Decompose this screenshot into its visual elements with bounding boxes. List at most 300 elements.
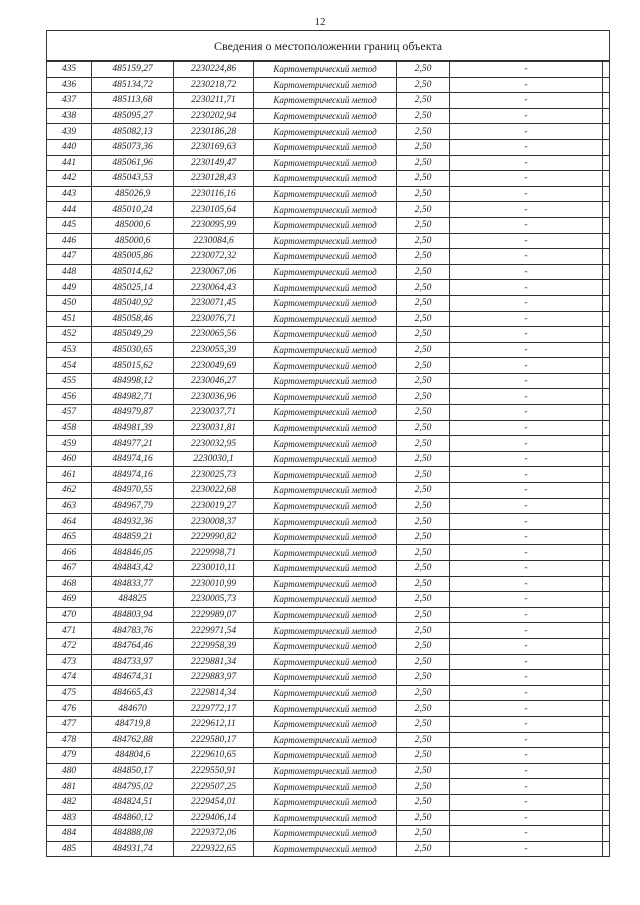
y-coordinate-cell: 2229406,14 bbox=[174, 810, 254, 826]
y-coordinate-cell: 2230224,86 bbox=[174, 61, 254, 77]
method-cell: Картометрический метод bbox=[254, 342, 397, 358]
description-cell bbox=[603, 77, 610, 93]
table-title: Сведения о местоположении границ объекта bbox=[47, 31, 610, 62]
note-cell: - bbox=[450, 264, 603, 280]
description-cell bbox=[603, 124, 610, 140]
table-row bbox=[47, 311, 610, 327]
accuracy-cell: 2,50 bbox=[397, 607, 450, 623]
x-coordinate-cell: 484762,88 bbox=[92, 732, 174, 748]
table-row bbox=[47, 841, 610, 857]
point-number-cell: 462 bbox=[47, 483, 92, 499]
accuracy-cell: 2,50 bbox=[397, 561, 450, 577]
description-cell bbox=[603, 139, 610, 155]
method-cell: Картометрический метод bbox=[254, 295, 397, 311]
method-cell: Картометрический метод bbox=[254, 670, 397, 686]
accuracy-cell: 2,50 bbox=[397, 108, 450, 124]
accuracy-cell: 2,50 bbox=[397, 420, 450, 436]
point-number-cell: 458 bbox=[47, 420, 92, 436]
point-number-cell: 435 bbox=[47, 61, 92, 77]
x-coordinate-cell: 484803,94 bbox=[92, 607, 174, 623]
point-number-cell: 438 bbox=[47, 108, 92, 124]
x-coordinate-cell: 485058,46 bbox=[92, 311, 174, 327]
y-coordinate-cell: 2230149,47 bbox=[174, 155, 254, 171]
accuracy-cell: 2,50 bbox=[397, 61, 450, 77]
x-coordinate-cell: 484764,46 bbox=[92, 638, 174, 654]
x-coordinate-cell: 484998,12 bbox=[92, 373, 174, 389]
y-coordinate-cell: 2229612,11 bbox=[174, 716, 254, 732]
y-coordinate-cell: 2229610,65 bbox=[174, 748, 254, 764]
method-cell: Картометрический метод bbox=[254, 233, 397, 249]
method-cell: Картометрический метод bbox=[254, 171, 397, 187]
method-cell: Картометрический метод bbox=[254, 623, 397, 639]
point-number-cell: 464 bbox=[47, 514, 92, 530]
note-cell: - bbox=[450, 483, 603, 499]
y-coordinate-cell: 2229990,82 bbox=[174, 529, 254, 545]
note-cell: - bbox=[450, 841, 603, 857]
accuracy-cell: 2,50 bbox=[397, 748, 450, 764]
x-coordinate-cell: 485000,6 bbox=[92, 233, 174, 249]
accuracy-cell: 2,50 bbox=[397, 451, 450, 467]
point-number-cell: 454 bbox=[47, 358, 92, 374]
method-cell: Картометрический метод bbox=[254, 810, 397, 826]
accuracy-cell: 2,50 bbox=[397, 358, 450, 374]
table-row bbox=[47, 748, 610, 764]
note-cell: - bbox=[450, 748, 603, 764]
x-coordinate-cell: 484783,76 bbox=[92, 623, 174, 639]
description-cell bbox=[603, 186, 610, 202]
description-cell bbox=[603, 576, 610, 592]
description-cell bbox=[603, 607, 610, 623]
point-number-cell: 443 bbox=[47, 186, 92, 202]
note-cell: - bbox=[450, 108, 603, 124]
point-number-cell: 444 bbox=[47, 202, 92, 218]
method-cell: Картометрический метод bbox=[254, 467, 397, 483]
accuracy-cell: 2,50 bbox=[397, 389, 450, 405]
table-row bbox=[47, 498, 610, 514]
table-row bbox=[47, 607, 610, 623]
method-cell: Картометрический метод bbox=[254, 514, 397, 530]
method-cell: Картометрический метод bbox=[254, 139, 397, 155]
y-coordinate-cell: 2229507,25 bbox=[174, 779, 254, 795]
accuracy-cell: 2,50 bbox=[397, 217, 450, 233]
table-row bbox=[47, 342, 610, 358]
note-cell: - bbox=[450, 405, 603, 421]
y-coordinate-cell: 2230128,43 bbox=[174, 171, 254, 187]
accuracy-cell: 2,50 bbox=[397, 545, 450, 561]
note-cell: - bbox=[450, 670, 603, 686]
point-number-cell: 476 bbox=[47, 701, 92, 717]
x-coordinate-cell: 484795,02 bbox=[92, 779, 174, 795]
table-row bbox=[47, 467, 610, 483]
table-title-row bbox=[47, 31, 610, 62]
method-cell: Картометрический метод bbox=[254, 436, 397, 452]
table-row bbox=[47, 405, 610, 421]
accuracy-cell: 2,50 bbox=[397, 638, 450, 654]
description-cell bbox=[603, 61, 610, 77]
point-number-cell: 485 bbox=[47, 841, 92, 857]
accuracy-cell: 2,50 bbox=[397, 280, 450, 296]
note-cell: - bbox=[450, 592, 603, 608]
y-coordinate-cell: 2230030,1 bbox=[174, 451, 254, 467]
table-row bbox=[47, 77, 610, 93]
description-cell bbox=[603, 561, 610, 577]
y-coordinate-cell: 2230010,99 bbox=[174, 576, 254, 592]
method-cell: Картометрический метод bbox=[254, 405, 397, 421]
y-coordinate-cell: 2230218,72 bbox=[174, 77, 254, 93]
y-coordinate-cell: 2230169,63 bbox=[174, 139, 254, 155]
x-coordinate-cell: 484979,87 bbox=[92, 405, 174, 421]
x-coordinate-cell: 484982,71 bbox=[92, 389, 174, 405]
y-coordinate-cell: 2229580,17 bbox=[174, 732, 254, 748]
point-number-cell: 463 bbox=[47, 498, 92, 514]
method-cell: Картометрический метод bbox=[254, 249, 397, 265]
note-cell: - bbox=[450, 280, 603, 296]
y-coordinate-cell: 2230032,95 bbox=[174, 436, 254, 452]
x-coordinate-cell: 484970,55 bbox=[92, 483, 174, 499]
description-cell bbox=[603, 545, 610, 561]
table-row bbox=[47, 779, 610, 795]
accuracy-cell: 2,50 bbox=[397, 93, 450, 109]
accuracy-cell: 2,50 bbox=[397, 264, 450, 280]
point-number-cell: 459 bbox=[47, 436, 92, 452]
description-cell bbox=[603, 389, 610, 405]
method-cell: Картометрический метод bbox=[254, 701, 397, 717]
table-row bbox=[47, 826, 610, 842]
point-number-cell: 461 bbox=[47, 467, 92, 483]
note-cell: - bbox=[450, 545, 603, 561]
table-row bbox=[47, 327, 610, 343]
description-cell bbox=[603, 171, 610, 187]
note-cell: - bbox=[450, 77, 603, 93]
point-number-cell: 481 bbox=[47, 779, 92, 795]
point-number-cell: 477 bbox=[47, 716, 92, 732]
description-cell bbox=[603, 405, 610, 421]
description-cell bbox=[603, 467, 610, 483]
accuracy-cell: 2,50 bbox=[397, 342, 450, 358]
note-cell: - bbox=[450, 155, 603, 171]
x-coordinate-cell: 484974,16 bbox=[92, 467, 174, 483]
table-row bbox=[47, 561, 610, 577]
method-cell: Картометрический метод bbox=[254, 763, 397, 779]
note-cell: - bbox=[450, 732, 603, 748]
accuracy-cell: 2,50 bbox=[397, 77, 450, 93]
y-coordinate-cell: 2230049,69 bbox=[174, 358, 254, 374]
note-cell: - bbox=[450, 389, 603, 405]
x-coordinate-cell: 485040,92 bbox=[92, 295, 174, 311]
note-cell: - bbox=[450, 716, 603, 732]
note-cell: - bbox=[450, 467, 603, 483]
x-coordinate-cell: 485000,6 bbox=[92, 217, 174, 233]
point-number-cell: 446 bbox=[47, 233, 92, 249]
y-coordinate-cell: 2230064,43 bbox=[174, 280, 254, 296]
table-row bbox=[47, 280, 610, 296]
table-row bbox=[47, 701, 610, 717]
point-number-cell: 449 bbox=[47, 280, 92, 296]
y-coordinate-cell: 2229998,71 bbox=[174, 545, 254, 561]
description-cell bbox=[603, 779, 610, 795]
description-cell bbox=[603, 826, 610, 842]
method-cell: Картометрический метод bbox=[254, 638, 397, 654]
point-number-cell: 450 bbox=[47, 295, 92, 311]
accuracy-cell: 2,50 bbox=[397, 155, 450, 171]
y-coordinate-cell: 2229454,01 bbox=[174, 794, 254, 810]
description-cell bbox=[603, 311, 610, 327]
x-coordinate-cell: 485049,29 bbox=[92, 327, 174, 343]
accuracy-cell: 2,50 bbox=[397, 467, 450, 483]
y-coordinate-cell: 2230105,64 bbox=[174, 202, 254, 218]
x-coordinate-cell: 484674,31 bbox=[92, 670, 174, 686]
note-cell: - bbox=[450, 826, 603, 842]
description-cell bbox=[603, 654, 610, 670]
x-coordinate-cell: 484719,8 bbox=[92, 716, 174, 732]
x-coordinate-cell: 484967,79 bbox=[92, 498, 174, 514]
point-number-cell: 456 bbox=[47, 389, 92, 405]
table-row bbox=[47, 249, 610, 265]
y-coordinate-cell: 2229772,17 bbox=[174, 701, 254, 717]
description-cell bbox=[603, 295, 610, 311]
table-row bbox=[47, 685, 610, 701]
x-coordinate-cell: 485005,86 bbox=[92, 249, 174, 265]
table-row bbox=[47, 373, 610, 389]
table-row bbox=[47, 514, 610, 530]
note-cell: - bbox=[450, 373, 603, 389]
table-row bbox=[47, 264, 610, 280]
note-cell: - bbox=[450, 186, 603, 202]
accuracy-cell: 2,50 bbox=[397, 576, 450, 592]
accuracy-cell: 2,50 bbox=[397, 592, 450, 608]
y-coordinate-cell: 2229989,07 bbox=[174, 607, 254, 623]
point-number-cell: 484 bbox=[47, 826, 92, 842]
method-cell: Картометрический метод bbox=[254, 826, 397, 842]
y-coordinate-cell: 2230116,16 bbox=[174, 186, 254, 202]
x-coordinate-cell: 485015,62 bbox=[92, 358, 174, 374]
point-number-cell: 442 bbox=[47, 171, 92, 187]
description-cell bbox=[603, 716, 610, 732]
note-cell: - bbox=[450, 202, 603, 218]
accuracy-cell: 2,50 bbox=[397, 327, 450, 343]
accuracy-cell: 2,50 bbox=[397, 124, 450, 140]
point-number-cell: 465 bbox=[47, 529, 92, 545]
description-cell bbox=[603, 670, 610, 686]
description-cell bbox=[603, 638, 610, 654]
point-number-cell: 483 bbox=[47, 810, 92, 826]
description-cell bbox=[603, 841, 610, 857]
table-row bbox=[47, 592, 610, 608]
method-cell: Картометрический метод bbox=[254, 108, 397, 124]
y-coordinate-cell: 2230025,73 bbox=[174, 467, 254, 483]
method-cell: Картометрический метод bbox=[254, 498, 397, 514]
note-cell: - bbox=[450, 607, 603, 623]
accuracy-cell: 2,50 bbox=[397, 295, 450, 311]
x-coordinate-cell: 485082,13 bbox=[92, 124, 174, 140]
x-coordinate-cell: 485159,27 bbox=[92, 61, 174, 77]
note-cell: - bbox=[450, 701, 603, 717]
point-number-cell: 436 bbox=[47, 77, 92, 93]
y-coordinate-cell: 2229322,65 bbox=[174, 841, 254, 857]
description-cell bbox=[603, 358, 610, 374]
y-coordinate-cell: 2230202,94 bbox=[174, 108, 254, 124]
x-coordinate-cell: 484733,97 bbox=[92, 654, 174, 670]
point-number-cell: 470 bbox=[47, 607, 92, 623]
y-coordinate-cell: 2230067,06 bbox=[174, 264, 254, 280]
description-cell bbox=[603, 327, 610, 343]
table-row bbox=[47, 436, 610, 452]
note-cell: - bbox=[450, 420, 603, 436]
note-cell: - bbox=[450, 576, 603, 592]
note-cell: - bbox=[450, 327, 603, 343]
x-coordinate-cell: 484932,36 bbox=[92, 514, 174, 530]
description-cell bbox=[603, 592, 610, 608]
method-cell: Картометрический метод bbox=[254, 451, 397, 467]
point-number-cell: 471 bbox=[47, 623, 92, 639]
y-coordinate-cell: 2229883,97 bbox=[174, 670, 254, 686]
accuracy-cell: 2,50 bbox=[397, 529, 450, 545]
table-row bbox=[47, 389, 610, 405]
description-cell bbox=[603, 685, 610, 701]
x-coordinate-cell: 485134,72 bbox=[92, 77, 174, 93]
method-cell: Картометрический метод bbox=[254, 77, 397, 93]
method-cell: Картометрический метод bbox=[254, 155, 397, 171]
description-cell bbox=[603, 93, 610, 109]
accuracy-cell: 2,50 bbox=[397, 841, 450, 857]
note-cell: - bbox=[450, 311, 603, 327]
point-number-cell: 479 bbox=[47, 748, 92, 764]
description-cell bbox=[603, 514, 610, 530]
description-cell bbox=[603, 436, 610, 452]
description-cell bbox=[603, 529, 610, 545]
method-cell: Картометрический метод bbox=[254, 420, 397, 436]
accuracy-cell: 2,50 bbox=[397, 311, 450, 327]
table-row bbox=[47, 233, 610, 249]
point-number-cell: 457 bbox=[47, 405, 92, 421]
y-coordinate-cell: 2230036,96 bbox=[174, 389, 254, 405]
accuracy-cell: 2,50 bbox=[397, 202, 450, 218]
accuracy-cell: 2,50 bbox=[397, 654, 450, 670]
accuracy-cell: 2,50 bbox=[397, 405, 450, 421]
point-number-cell: 467 bbox=[47, 561, 92, 577]
table-row bbox=[47, 654, 610, 670]
point-number-cell: 466 bbox=[47, 545, 92, 561]
method-cell: Картометрический метод bbox=[254, 716, 397, 732]
y-coordinate-cell: 2230186,28 bbox=[174, 124, 254, 140]
note-cell: - bbox=[450, 61, 603, 77]
note-cell: - bbox=[450, 810, 603, 826]
accuracy-cell: 2,50 bbox=[397, 373, 450, 389]
accuracy-cell: 2,50 bbox=[397, 670, 450, 686]
y-coordinate-cell: 2230022,68 bbox=[174, 483, 254, 499]
note-cell: - bbox=[450, 623, 603, 639]
x-coordinate-cell: 484931,74 bbox=[92, 841, 174, 857]
note-cell: - bbox=[450, 763, 603, 779]
x-coordinate-cell: 485073,36 bbox=[92, 139, 174, 155]
x-coordinate-cell: 485030,65 bbox=[92, 342, 174, 358]
method-cell: Картометрический метод bbox=[254, 779, 397, 795]
y-coordinate-cell: 2229814,34 bbox=[174, 685, 254, 701]
y-coordinate-cell: 2230071,45 bbox=[174, 295, 254, 311]
point-number-cell: 460 bbox=[47, 451, 92, 467]
table-row bbox=[47, 358, 610, 374]
point-number-cell: 455 bbox=[47, 373, 92, 389]
x-coordinate-cell: 484670 bbox=[92, 701, 174, 717]
method-cell: Картометрический метод bbox=[254, 654, 397, 670]
x-coordinate-cell: 485010,24 bbox=[92, 202, 174, 218]
note-cell: - bbox=[450, 342, 603, 358]
method-cell: Картометрический метод bbox=[254, 124, 397, 140]
description-cell bbox=[603, 498, 610, 514]
method-cell: Картометрический метод bbox=[254, 529, 397, 545]
y-coordinate-cell: 2230037,71 bbox=[174, 405, 254, 421]
note-cell: - bbox=[450, 514, 603, 530]
note-cell: - bbox=[450, 685, 603, 701]
x-coordinate-cell: 485061,96 bbox=[92, 155, 174, 171]
table-row bbox=[47, 732, 610, 748]
y-coordinate-cell: 2230072,32 bbox=[174, 249, 254, 265]
table-row bbox=[47, 576, 610, 592]
point-number-cell: 472 bbox=[47, 638, 92, 654]
description-cell bbox=[603, 451, 610, 467]
table-row bbox=[47, 295, 610, 311]
method-cell: Картометрический метод bbox=[254, 61, 397, 77]
description-cell bbox=[603, 202, 610, 218]
note-cell: - bbox=[450, 93, 603, 109]
note-cell: - bbox=[450, 451, 603, 467]
method-cell: Картометрический метод bbox=[254, 545, 397, 561]
accuracy-cell: 2,50 bbox=[397, 498, 450, 514]
note-cell: - bbox=[450, 295, 603, 311]
table-row bbox=[47, 623, 610, 639]
note-cell: - bbox=[450, 436, 603, 452]
x-coordinate-cell: 484833,77 bbox=[92, 576, 174, 592]
table-row bbox=[47, 202, 610, 218]
x-coordinate-cell: 485113,68 bbox=[92, 93, 174, 109]
accuracy-cell: 2,50 bbox=[397, 794, 450, 810]
y-coordinate-cell: 2229971,54 bbox=[174, 623, 254, 639]
table-row bbox=[47, 139, 610, 155]
method-cell: Картометрический метод bbox=[254, 264, 397, 280]
method-cell: Картометрический метод bbox=[254, 202, 397, 218]
y-coordinate-cell: 2230010,11 bbox=[174, 561, 254, 577]
note-cell: - bbox=[450, 794, 603, 810]
note-cell: - bbox=[450, 124, 603, 140]
point-number-cell: 451 bbox=[47, 311, 92, 327]
method-cell: Картометрический метод bbox=[254, 358, 397, 374]
point-number-cell: 452 bbox=[47, 327, 92, 343]
table-row bbox=[47, 716, 610, 732]
method-cell: Картометрический метод bbox=[254, 186, 397, 202]
point-number-cell: 469 bbox=[47, 592, 92, 608]
x-coordinate-cell: 484974,16 bbox=[92, 451, 174, 467]
x-coordinate-cell: 484843,42 bbox=[92, 561, 174, 577]
accuracy-cell: 2,50 bbox=[397, 685, 450, 701]
x-coordinate-cell: 485014,62 bbox=[92, 264, 174, 280]
description-cell bbox=[603, 155, 610, 171]
point-number-cell: 441 bbox=[47, 155, 92, 171]
note-cell: - bbox=[450, 171, 603, 187]
accuracy-cell: 2,50 bbox=[397, 732, 450, 748]
table-row bbox=[47, 124, 610, 140]
point-number-cell: 478 bbox=[47, 732, 92, 748]
note-cell: - bbox=[450, 139, 603, 155]
method-cell: Картометрический метод bbox=[254, 217, 397, 233]
method-cell: Картометрический метод bbox=[254, 794, 397, 810]
accuracy-cell: 2,50 bbox=[397, 186, 450, 202]
accuracy-cell: 2,50 bbox=[397, 483, 450, 499]
table-row bbox=[47, 93, 610, 109]
description-cell bbox=[603, 264, 610, 280]
accuracy-cell: 2,50 bbox=[397, 139, 450, 155]
description-cell bbox=[603, 420, 610, 436]
method-cell: Картометрический метод bbox=[254, 483, 397, 499]
